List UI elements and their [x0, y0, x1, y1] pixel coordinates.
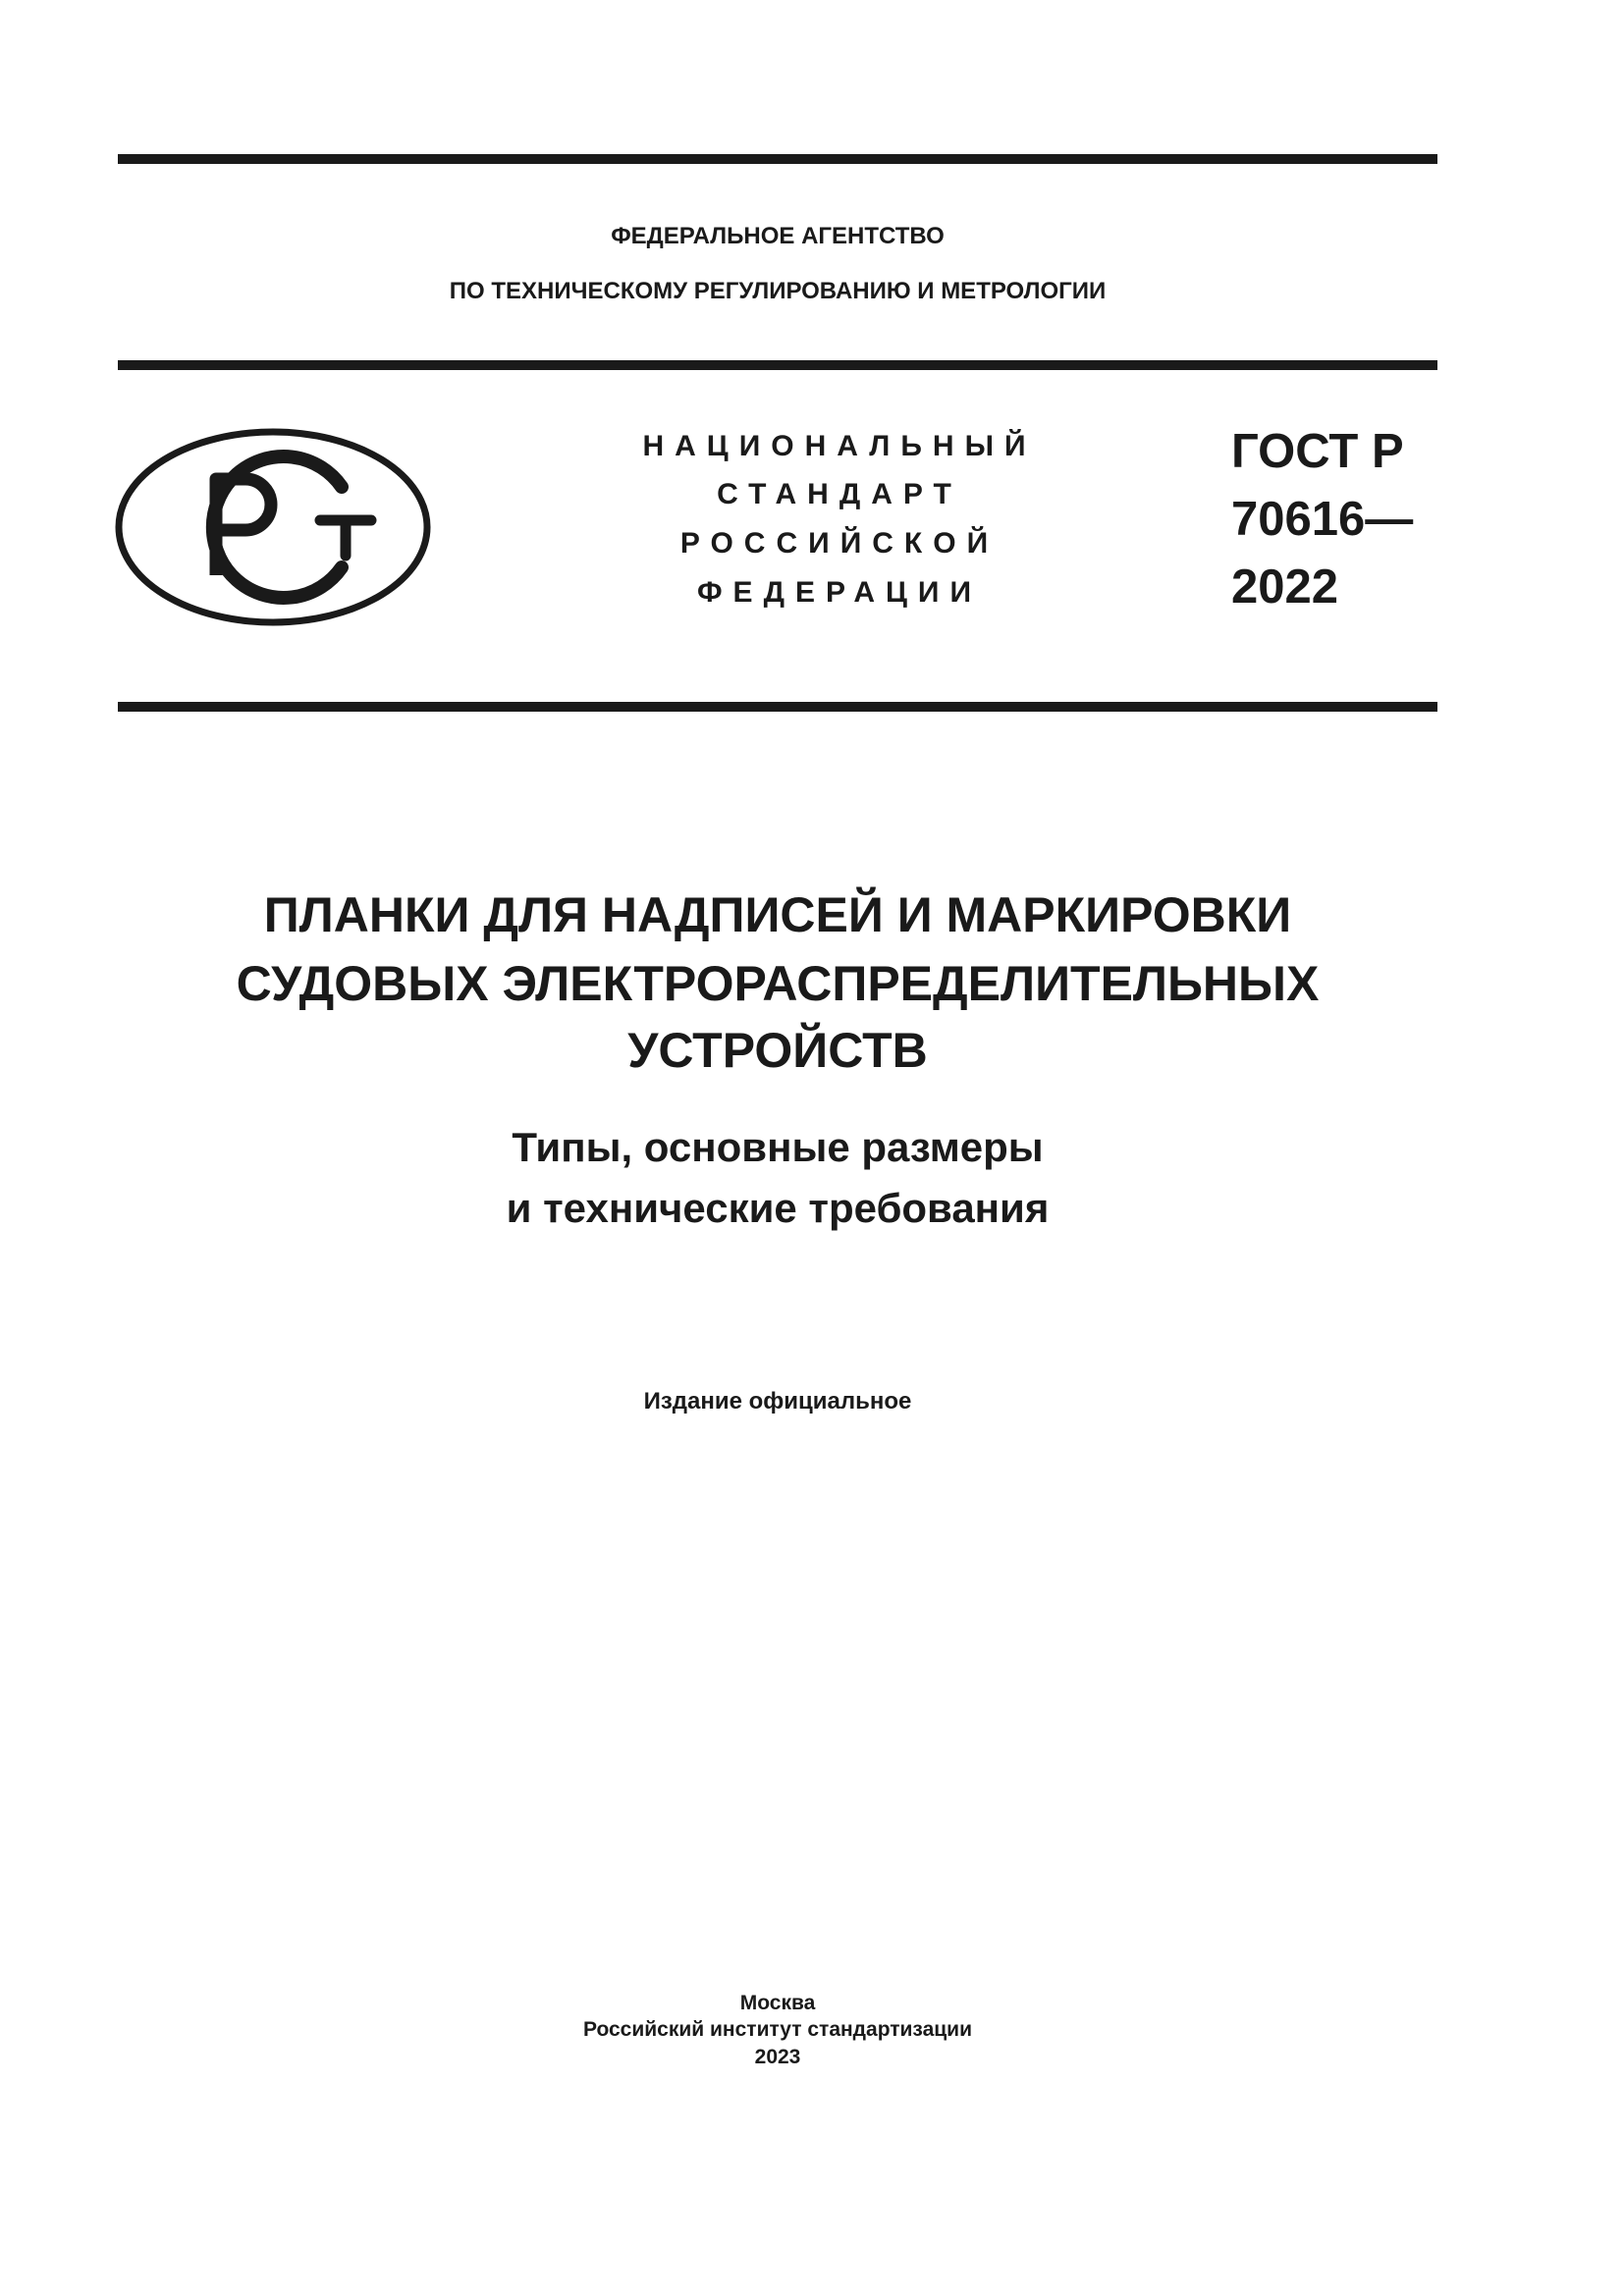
imprint-year: 2023 [754, 2046, 801, 2068]
document-title-line1: ПЛАНКИ ДЛЯ НАДПИСЕЙ И МАРКИРОВКИ [263, 887, 1292, 942]
top-rule [118, 154, 1437, 164]
imprint-city: Москва [739, 1992, 816, 2014]
standard-designation-line3: 2022 [1231, 561, 1339, 614]
standard-designation-line2: 70616— [1231, 493, 1414, 546]
document-subtitle-line1: Типы, основные размеры [512, 1124, 1044, 1170]
standard-type-line2: СТАНДАРТ [717, 478, 962, 510]
agency-rule [118, 360, 1437, 370]
standard-designation-line1: ГОСТ Р [1231, 425, 1404, 478]
agency-name-line2: ПО ТЕХНИЧЕСКОМУ РЕГУЛИРОВАНИЮ И МЕТРОЛОГИИ [449, 278, 1107, 304]
imprint-publisher: Российский институт стандартизации [582, 2018, 973, 2041]
document-title-line2: СУДОВЫХ ЭЛЕКТРОРАСПРЕДЕЛИТЕЛЬНЫХ [236, 956, 1320, 1011]
masthead-rule [118, 702, 1437, 712]
edition-label: Издание официальное [643, 1388, 912, 1415]
standard-type-line4: ФЕДЕРАЦИИ [696, 576, 983, 609]
document-title-line3: УСТРОЙСТВ [627, 1023, 928, 1078]
agency-name-line1: ФЕДЕРАЛЬНОЕ АГЕНТСТВО [611, 223, 945, 249]
standard-type-line1: НАЦИОНАЛЬНЫЙ [642, 430, 1037, 462]
standard-type-line3: РОССИЙСКОЙ [679, 527, 1000, 560]
rst-certification-mark-icon [114, 426, 432, 628]
document-subtitle-line2: и технические требования [506, 1185, 1050, 1231]
